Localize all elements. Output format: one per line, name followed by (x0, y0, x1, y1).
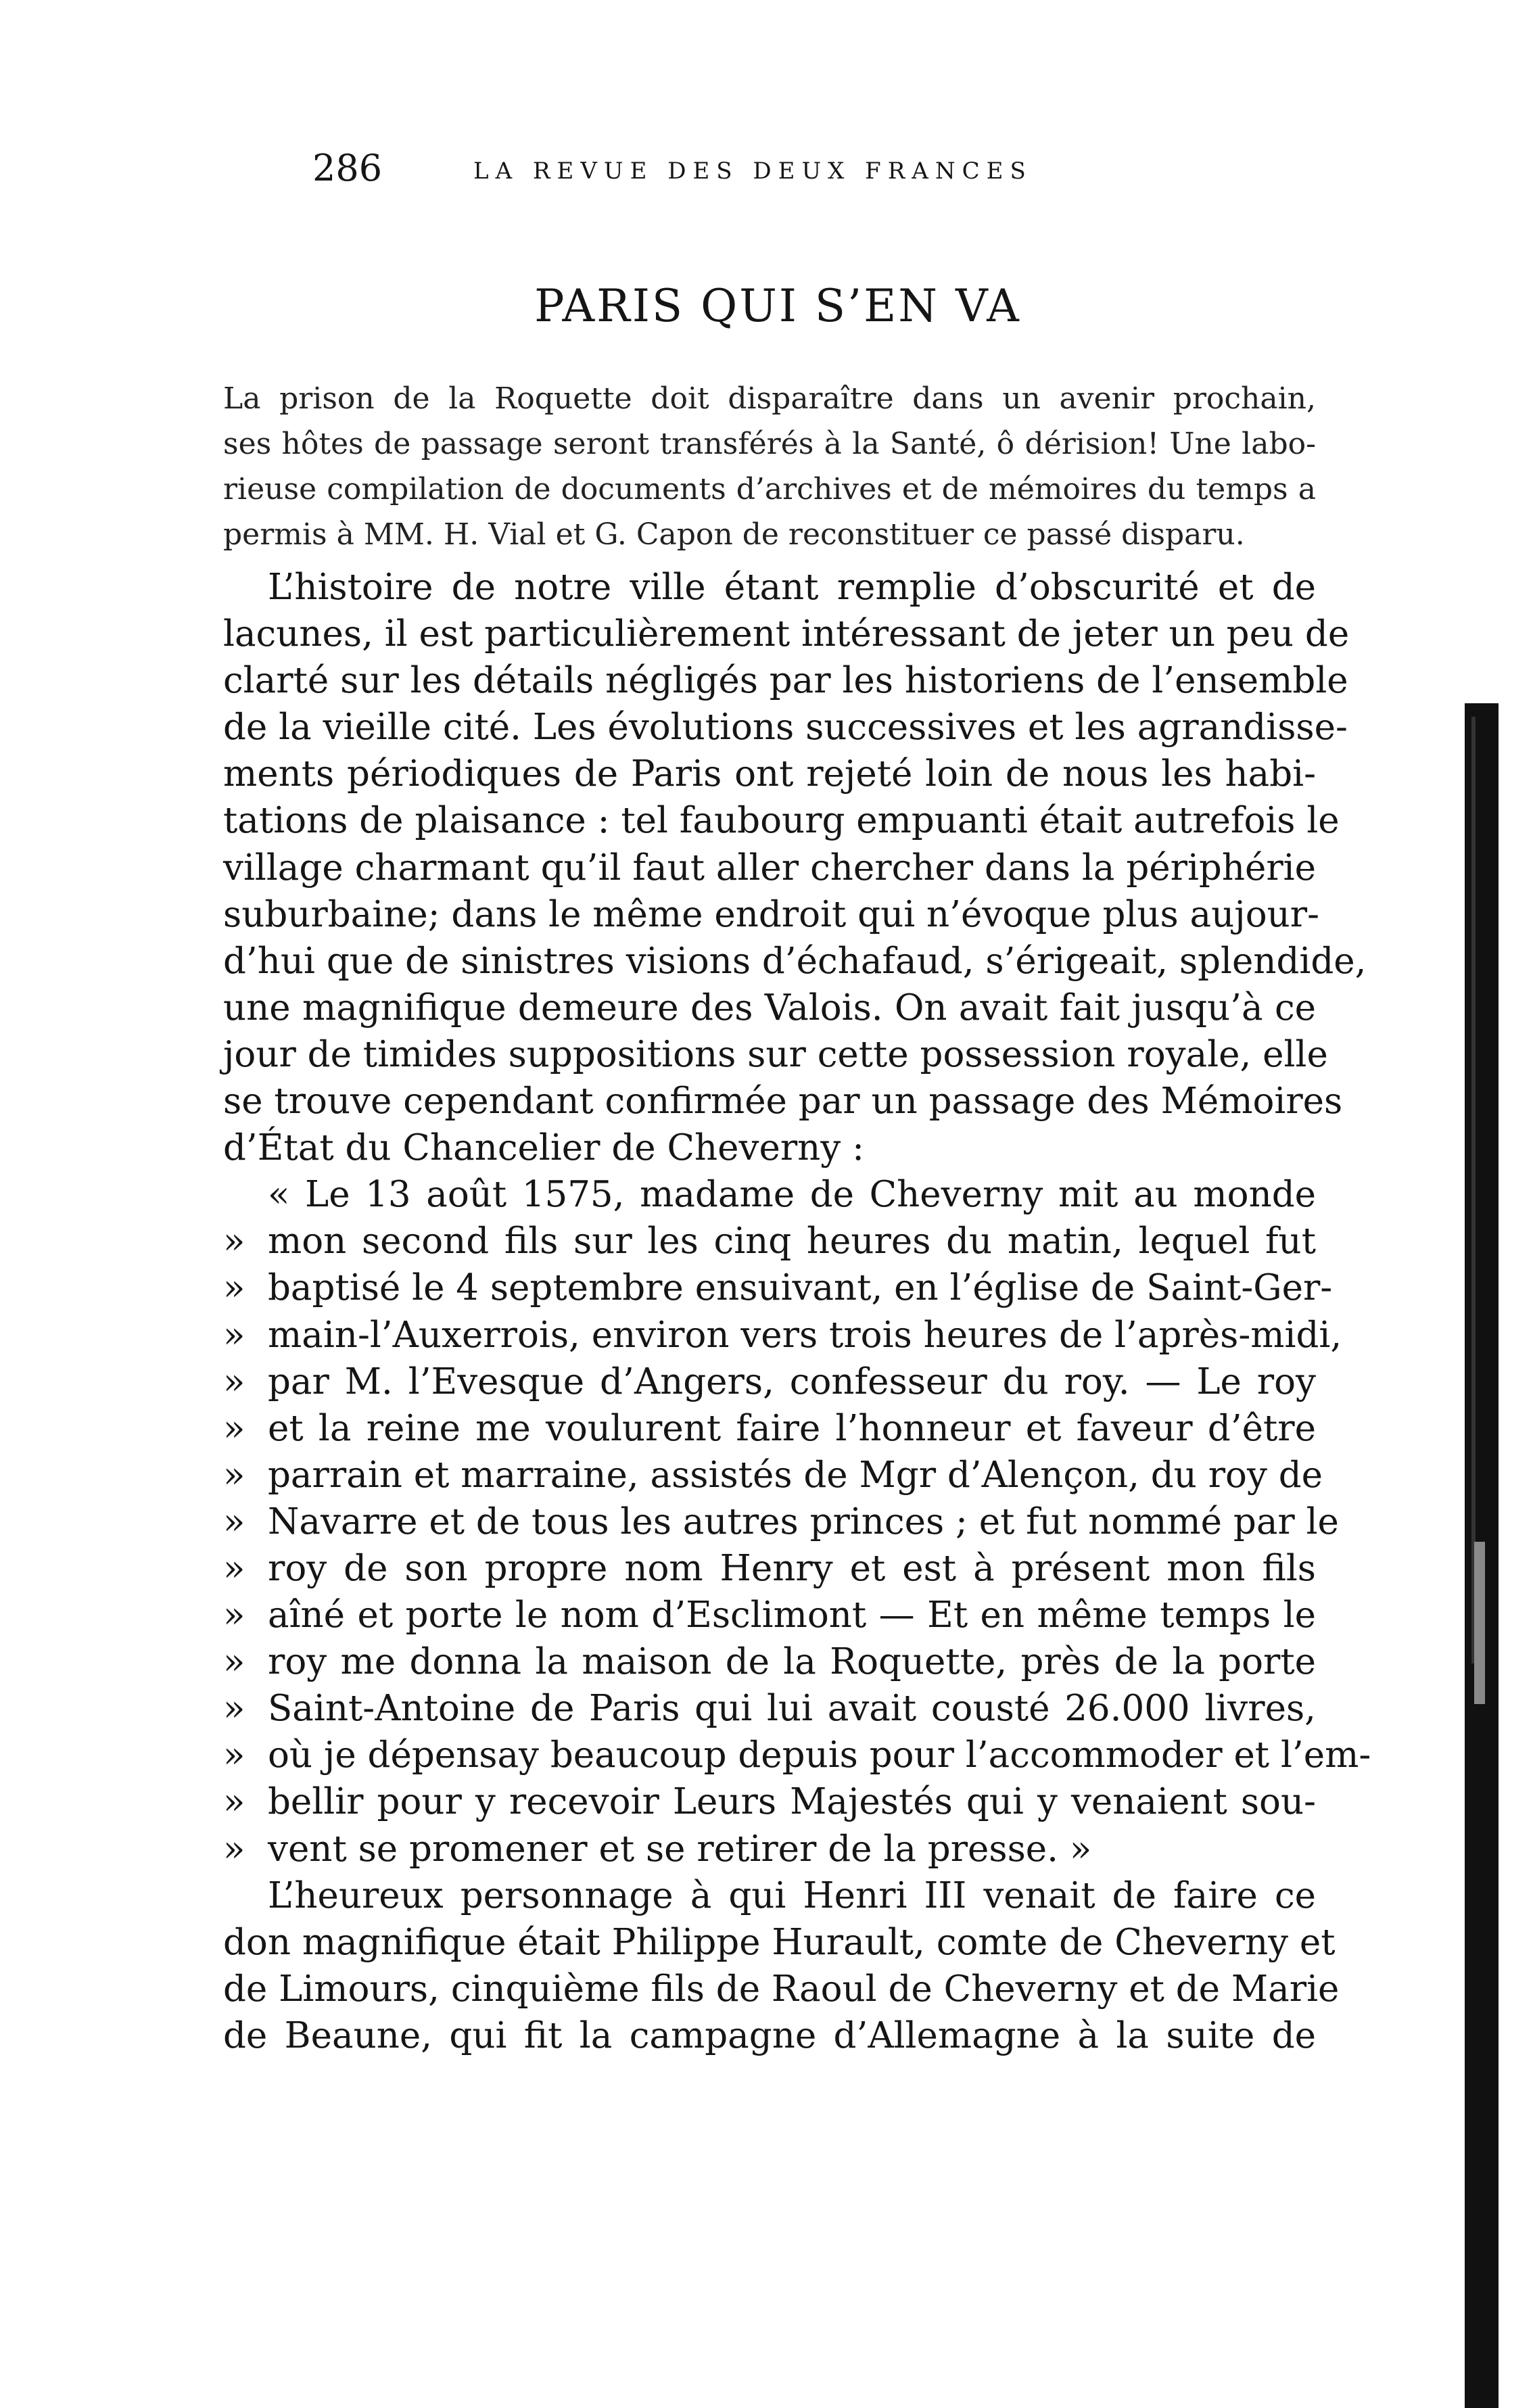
quote-line (223, 1638, 1316, 1685)
body-line: clarté sur les détails négligés par les historiens de l’ensemble (223, 660, 1348, 702)
article-body (223, 564, 1371, 2059)
quote-line (223, 1826, 1316, 1872)
body-line: ments périodiques de Paris ont rejeté loin de nous les habi- (223, 753, 1316, 795)
body-line: suburbaine; dans le même endroit qui n’évoque plus aujour- (223, 893, 1319, 935)
quote-text: Navarre et de tous les autres princes ; et fut nommé par le (268, 1501, 1339, 1542)
body-line: « Le 13 août 1575, madame de Cheverny mit au monde (268, 1174, 1316, 1216)
article-chapeau (223, 376, 1316, 557)
quote-mark: » (223, 1781, 245, 1823)
quote-line (223, 1265, 1333, 1311)
quote-line (223, 1545, 1316, 1592)
quote-text: parrain et marraine, assistés de Mgr d’Alençon, du roy de (268, 1454, 1323, 1496)
chapeau-line: ses hôtes de passage seront transférés à la Santé, ô dérision! Une labo- (223, 427, 1316, 461)
quote-line (223, 1218, 1316, 1265)
quote-line (223, 1452, 1323, 1498)
body-line: lacunes, il est particulièrement intéressant de jeter un peu de (223, 613, 1350, 655)
quote-text: Saint-Antoine de Paris qui lui avait cousté 26.000 livres, (268, 1688, 1316, 1730)
quote-mark: » (223, 1221, 245, 1262)
quote-mark: » (223, 1407, 245, 1449)
body-line: se trouve cependant confirmée par un passage des Mémoires (223, 1081, 1343, 1123)
quote-text: aîné et porte le nom d’Esclimont — Et en même temps le (268, 1595, 1316, 1636)
quote-line (223, 1498, 1339, 1545)
quote-text: roy me donna la maison de la Roquette, près de la porte (268, 1641, 1316, 1683)
quote-mark: » (223, 1501, 245, 1542)
scan-edge-line (1471, 717, 1476, 1663)
quote-mark: » (223, 1595, 245, 1636)
chapeau-line: permis à MM. H. Vial et G. Capon de reconstituer ce passé disparu. (223, 517, 1245, 552)
body-line: L’heureux personnage à qui Henri III venait de faire ce (268, 1874, 1316, 1916)
quote-line (223, 1359, 1316, 1405)
quote-text: baptisé le 4 septembre ensuivant, en l’église de Saint-Ger- (268, 1267, 1333, 1309)
body-line: de la vieille cité. Les évolutions successives et les agrandisse- (223, 707, 1348, 749)
quote-text: et la reine me voulurent faire l’honneur et faveur d’être (268, 1407, 1316, 1449)
quote-line (223, 1685, 1316, 1732)
article-title: PARIS QUI S’EN VA (534, 280, 1021, 332)
quote-mark: » (223, 1454, 245, 1496)
page-number: 286 (312, 147, 383, 189)
quote-mark: » (223, 1361, 245, 1402)
quote-text: par M. l’Evesque d’Angers, confesseur du roy. — Le roy (268, 1361, 1316, 1402)
body-line: d’État du Chancelier de Cheverny : (223, 1127, 864, 1169)
quote-mark: » (223, 1547, 245, 1589)
chapeau-line: La prison de la Roquette doit disparaître dans un avenir prochain, (223, 381, 1316, 416)
quote-text: où je dépensay beaucoup depuis pour l’accommoder et l’em- (268, 1734, 1371, 1776)
chapeau-line: rieuse compilation de documents d’archives et de mémoires du temps a (223, 472, 1316, 506)
quote-mark: » (223, 1314, 245, 1356)
body-line: tations de plaisance : tel faubourg empuanti était autrefois le (223, 800, 1340, 842)
quote-mark: » (223, 1267, 245, 1309)
quote-mark: » (223, 1641, 245, 1683)
quote-line (223, 1592, 1316, 1638)
quote-text: roy de son propre nom Henry et est à présent mon fils (268, 1547, 1316, 1589)
quote-line (223, 1778, 1316, 1825)
body-line: don magnifique était Philippe Hurault, comte de Cheverny et (223, 1921, 1336, 1963)
body-line: L’histoire de notre ville étant remplie d’obscurité et de (268, 567, 1316, 608)
quote-line (223, 1732, 1371, 1778)
quote-mark: » (223, 1734, 245, 1776)
quote-line (223, 1312, 1342, 1359)
quote-mark: » (223, 1828, 245, 1870)
quote-text: main-l’Auxerrois, environ vers trois heures de l’après-midi, (268, 1314, 1342, 1356)
quote-text: bellir pour y recevoir Leurs Majestés qui y venaient sou- (268, 1781, 1316, 1823)
body-line: village charmant qu’il faut aller chercher dans la périphérie (223, 847, 1316, 889)
body-line: de Beaune, qui fit la campagne d’Allemagne à la suite de (223, 2014, 1316, 2056)
quote-mark: » (223, 1688, 245, 1730)
running-head: LA REVUE DES DEUX FRANCES (473, 158, 1033, 185)
quote-line (223, 1405, 1316, 1452)
quote-text: mon second fils sur les cinq heures du matin, lequel fut (268, 1221, 1316, 1262)
body-line: de Limours, cinquième fils de Raoul de Cheverny et de Marie (223, 1968, 1340, 2010)
quote-text: vent se promener et se retirer de la presse. » (268, 1828, 1092, 1870)
body-line: une magnifique demeure des Valois. On avait fait jusqu’à ce (223, 987, 1316, 1029)
body-line: jour de timides suppositions sur cette possession royale, elle (223, 1033, 1328, 1075)
scan-edge-highlight (1474, 1542, 1485, 1704)
body-line: d’hui que de sinistres visions d’échafaud, s’érigeait, splendide, (223, 940, 1367, 982)
